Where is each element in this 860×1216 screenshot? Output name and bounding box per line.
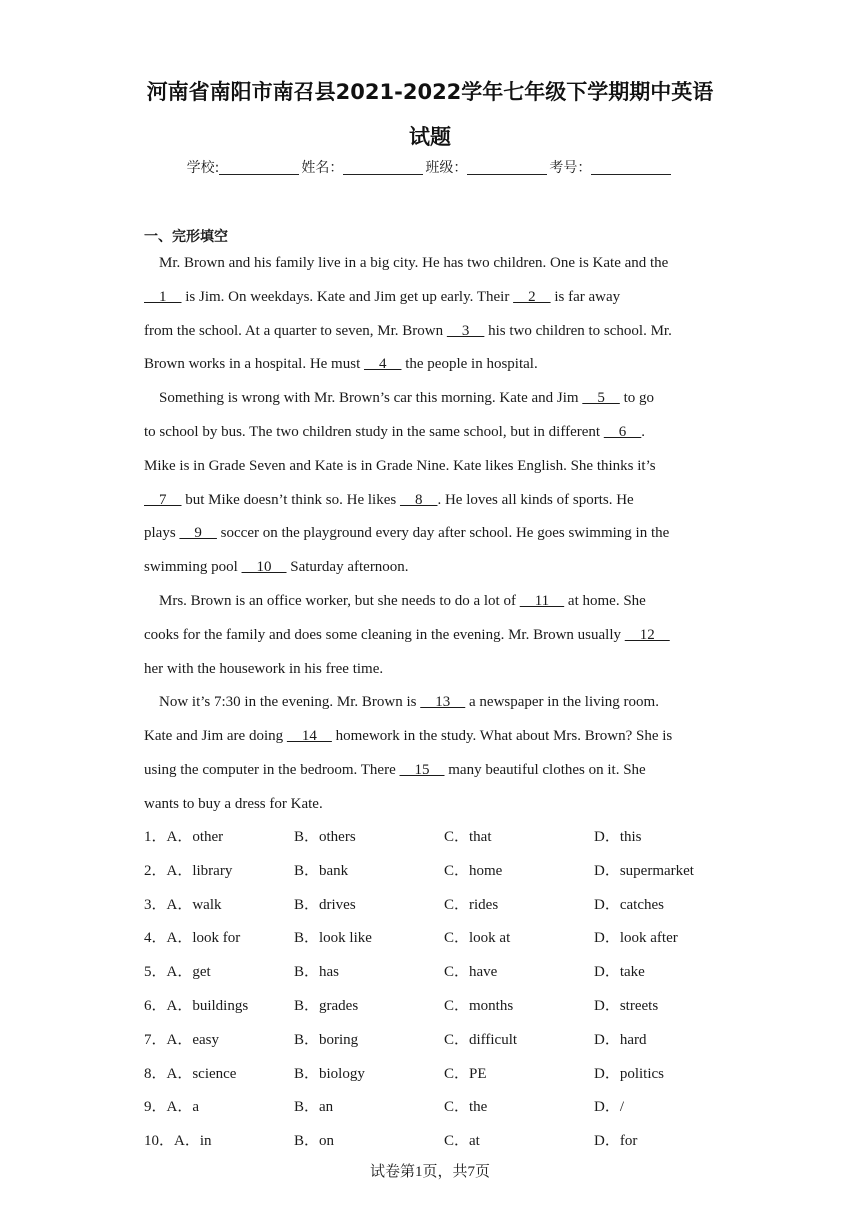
option-d: D．hard xyxy=(594,1031,647,1048)
option-b: B．bank xyxy=(294,862,349,879)
passage-text: . xyxy=(641,424,646,440)
passage-text: is far away xyxy=(550,288,621,305)
passage-text: but Mike doesn’t think so. He likes xyxy=(181,491,400,508)
question-row xyxy=(144,895,744,915)
document-title-line2: 试题 xyxy=(409,125,451,149)
option-b: B．boring xyxy=(294,1031,359,1048)
passage-text: is Jim. On weekdays. Kate and Jim get up early. Their xyxy=(181,288,514,305)
school-label: 学校: xyxy=(186,160,220,176)
answer-blank: 11 xyxy=(519,593,565,609)
passage-text: to school by bus. The two children study in the same school, but in different xyxy=(144,424,604,440)
passage-line xyxy=(144,456,656,476)
option-c: C．look at xyxy=(444,930,511,947)
passage-line xyxy=(144,388,654,408)
answer-blank: 9 xyxy=(179,525,217,542)
option-a: 5．A．get xyxy=(144,964,211,981)
passage-line xyxy=(144,794,323,814)
option-d: D．look after xyxy=(594,930,678,947)
passage-text: a newspaper in the living room. xyxy=(465,694,659,711)
passage-text: Now it’s 7:30 in the evening. Mr. Brown is xyxy=(144,694,421,711)
question-row xyxy=(144,996,744,1016)
option-c: C．at xyxy=(444,1133,480,1150)
option-b: B．has xyxy=(294,964,340,981)
option-c: C．months xyxy=(444,998,514,1014)
passage-text: using the computer in the bedroom. There xyxy=(144,762,400,778)
option-b: B．an xyxy=(294,1099,334,1116)
passage-line xyxy=(144,490,634,510)
question-row xyxy=(144,1030,744,1050)
answer-blank: 2 xyxy=(513,288,551,305)
answer-blank: 7 xyxy=(144,491,182,508)
option-d: D．streets xyxy=(594,998,659,1014)
passage-text: the people in hospital. xyxy=(401,356,538,373)
option-d: D．catches xyxy=(594,896,664,913)
passage-text: soccer on the playground every day after school. He goes swimming in the xyxy=(216,525,670,542)
passage-line xyxy=(144,625,670,645)
passage-text: cooks for the family and does some cleaning in the evening. Mr. Brown usually xyxy=(144,626,625,643)
passage-line xyxy=(144,591,646,611)
question-row xyxy=(144,962,744,982)
option-a: 9．A．a xyxy=(144,1099,199,1116)
passage-text: swimming pool xyxy=(144,559,242,576)
answer-blank: 10 xyxy=(241,559,287,576)
option-a: 8．A．science xyxy=(144,1065,237,1082)
passage-line xyxy=(144,760,646,780)
passage-line xyxy=(144,422,645,442)
name-blank xyxy=(343,160,423,175)
option-b: B．drives xyxy=(294,896,356,913)
option-c: C．rides xyxy=(444,896,499,913)
answer-blank: 3 xyxy=(446,322,485,339)
passage-text: wants to buy a dress for Kate. xyxy=(144,795,323,812)
answer-blank: 13 xyxy=(420,694,466,711)
option-a: 1．A．other xyxy=(144,829,224,845)
passage-line xyxy=(144,523,669,543)
class-blank xyxy=(467,160,547,175)
passage-line xyxy=(144,726,672,746)
answer-blank: 5 xyxy=(582,390,620,407)
passage-text: Mr. Brown and his family live in a big city. He has two children. One is Kate and the xyxy=(144,255,669,271)
option-c: C．the xyxy=(444,1099,488,1116)
option-a: 7．A．easy xyxy=(144,1031,219,1048)
passage-line xyxy=(144,287,620,307)
option-d: D．take xyxy=(594,964,645,981)
option-d: D．for xyxy=(594,1133,638,1150)
answer-blank: 1 xyxy=(144,288,182,305)
passage-line xyxy=(144,659,383,679)
option-b: B．look like xyxy=(294,930,372,947)
exam-no-label: 考号： xyxy=(549,160,592,176)
answer-blank: 4 xyxy=(363,356,402,373)
option-a: 2．A．library xyxy=(144,862,233,879)
passage-text: Mrs. Brown is an office worker, but she needs to do a lot of xyxy=(144,593,520,609)
passage-text: Kate and Jim are doing xyxy=(144,728,287,745)
section-title: 一、完形填空 xyxy=(144,229,228,245)
page-footer: 试卷第1页，共7页 xyxy=(369,1164,490,1180)
passage-text: Saturday afternoon. xyxy=(286,559,409,576)
option-c: C．PE xyxy=(444,1065,487,1082)
passage-line xyxy=(144,692,659,712)
option-b: B．others xyxy=(294,829,356,845)
option-b: B．biology xyxy=(294,1065,365,1082)
passage-line xyxy=(144,354,538,374)
option-d: D．supermarket xyxy=(594,862,694,879)
passage-line xyxy=(144,321,672,341)
passage-line xyxy=(144,253,668,273)
option-a: 6．A．buildings xyxy=(144,998,249,1014)
question-row xyxy=(144,861,744,881)
question-row xyxy=(144,928,744,948)
answer-blank: 14 xyxy=(286,728,332,745)
answer-blank: 15 xyxy=(399,762,445,778)
passage-text: many beautiful clothes on it. She xyxy=(444,762,646,778)
option-d: D．politics xyxy=(594,1065,664,1082)
passage-text: his two children to school. Mr. xyxy=(484,322,672,339)
passage-text: Something is wrong with Mr. Brown’s car this morning. Kate and Jim xyxy=(144,390,583,407)
option-a: 10．A．in xyxy=(144,1133,212,1150)
passage-text: Mike is in Grade Seven and Kate is in Grade Nine. Kate likes English. She thinks it’s xyxy=(144,457,656,474)
passage-text: her with the housework in his free time. xyxy=(144,660,384,677)
question-row xyxy=(144,1097,744,1117)
passage-text: homework in the study. What about Mrs. Brown? She is xyxy=(331,728,673,745)
option-c: C．that xyxy=(444,829,492,845)
document-title: 河南省南阳市南召县2021-2022学年七年级下学期期中英语 xyxy=(146,80,714,104)
passage-text: . He loves all kinds of sports. He xyxy=(437,491,634,508)
passage-text: plays xyxy=(144,525,180,542)
option-c: C．difficult xyxy=(444,1031,518,1048)
option-b: B．grades xyxy=(294,998,359,1014)
passage-text: at home. She xyxy=(564,593,646,609)
exam-no-blank xyxy=(591,160,671,175)
student-info-line xyxy=(0,157,860,177)
option-c: C．home xyxy=(444,862,503,879)
option-c: C．have xyxy=(444,964,498,981)
question-row xyxy=(144,1131,744,1151)
option-a: 3．A．walk xyxy=(144,896,222,913)
answer-blank: 12 xyxy=(624,626,670,643)
passage-text: to go xyxy=(619,390,654,407)
passage-text: Brown works in a hospital. He must xyxy=(144,356,364,373)
option-d: D．/ xyxy=(594,1099,625,1116)
answer-blank: 6 xyxy=(603,424,642,440)
answer-blank: 8 xyxy=(399,491,438,508)
school-blank xyxy=(219,160,299,175)
passage-text: from the school. At a quarter to seven, Mr. Brown xyxy=(144,322,447,339)
option-b: B．on xyxy=(294,1133,335,1150)
name-label: 姓名： xyxy=(301,160,344,176)
class-label: 班级： xyxy=(425,160,468,176)
passage-line xyxy=(144,557,409,577)
question-row xyxy=(144,827,744,847)
option-a: 4．A．look for xyxy=(144,930,241,947)
option-d: D．this xyxy=(594,829,642,845)
question-row xyxy=(144,1064,744,1084)
